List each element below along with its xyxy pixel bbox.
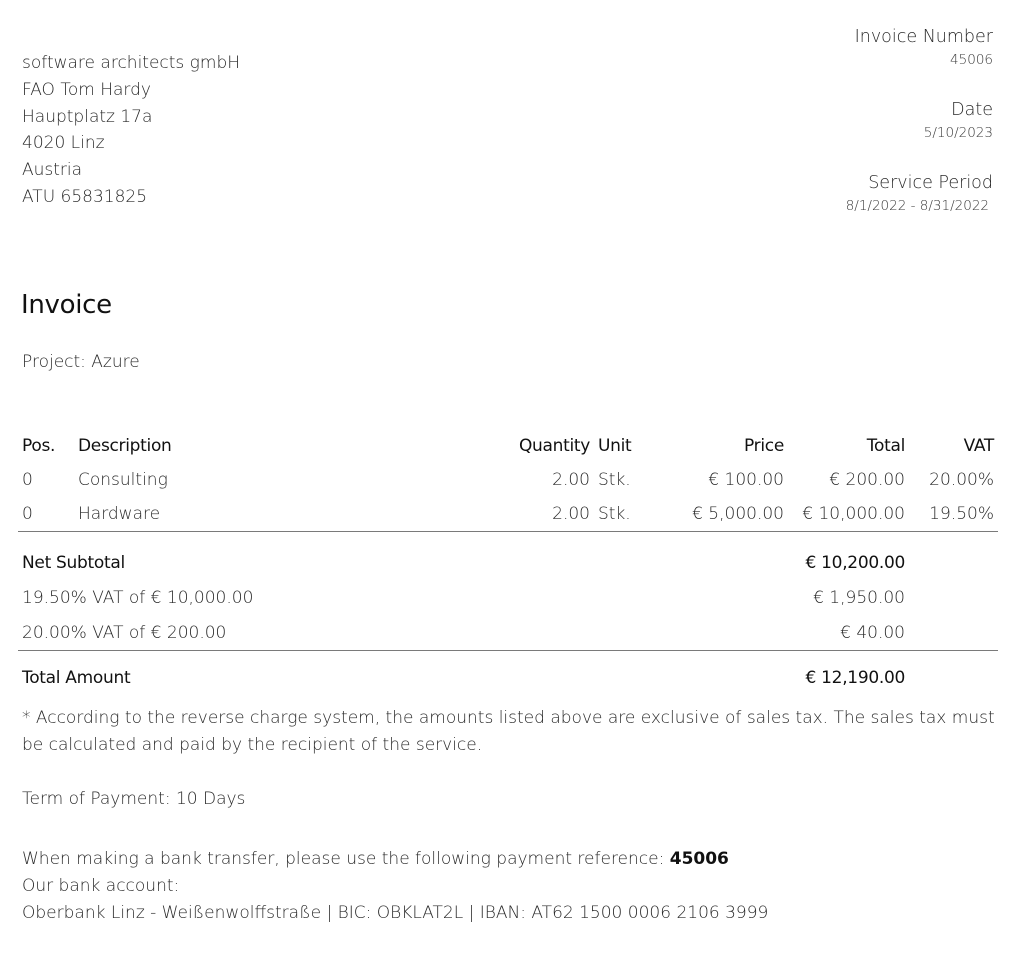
bank-account-details: Oberbank Linz - Weißenwolffstraße | BIC: OBKLAT2L | IBAN: AT62 1500 0006 2106 3999 bbox=[22, 902, 769, 923]
total-table bbox=[18, 661, 998, 695]
col-header-pos: Pos. bbox=[22, 436, 56, 456]
cell-quantity: 2.00 bbox=[552, 470, 590, 490]
total-amount-label: Total Amount bbox=[22, 668, 131, 688]
net-subtotal-label: Net Subtotal bbox=[22, 552, 125, 573]
cell-description: Hardware bbox=[74, 497, 494, 532]
cell-description: Consulting bbox=[78, 470, 168, 490]
payment-reference-line bbox=[22, 846, 768, 873]
invoice-number-label: Invoice Number bbox=[854, 27, 993, 47]
vat-label: 19.50% VAT of € 10,000.00 bbox=[22, 587, 254, 608]
cell-unit: Stk. bbox=[598, 470, 631, 490]
net-subtotal-value: € 10,200.00 bbox=[805, 552, 905, 573]
cell-unit: Stk. bbox=[594, 497, 664, 532]
table-header-row bbox=[18, 429, 998, 463]
line-items-table bbox=[18, 429, 998, 532]
cell-pos: 0 bbox=[22, 470, 33, 490]
term-of-payment: Term of Payment: 10 Days bbox=[22, 789, 246, 809]
net-subtotal-row bbox=[18, 545, 998, 580]
recipient-country: Austria bbox=[22, 160, 83, 181]
date-value: 5/10/2023 bbox=[923, 125, 993, 141]
invoice-number-value: 45006 bbox=[950, 52, 993, 68]
cell-total: € 10,000.00 bbox=[788, 497, 909, 532]
table-row bbox=[18, 497, 998, 532]
subtotal-table bbox=[18, 545, 998, 651]
vat-amount: € 1,950.00 bbox=[813, 587, 905, 608]
cell-price: € 100.00 bbox=[708, 470, 784, 490]
project-line: Project: Azure bbox=[22, 352, 140, 372]
vat-row bbox=[18, 615, 998, 651]
recipient-address bbox=[22, 50, 240, 211]
bank-account-label: Our bank account: bbox=[22, 875, 180, 896]
cell-total: € 200.00 bbox=[829, 470, 905, 490]
vat-amount: € 40.00 bbox=[788, 615, 909, 651]
total-amount-row bbox=[18, 661, 998, 695]
payment-reference-number: 45006 bbox=[669, 849, 729, 869]
recipient-vat-id: ATU 65831825 bbox=[22, 186, 148, 207]
recipient-company: software architects gmbH bbox=[22, 53, 241, 73]
cell-vat: 19.50% bbox=[909, 497, 998, 532]
total-amount-value: € 12,190.00 bbox=[805, 668, 905, 688]
service-period-value: 8/1/2022 - 8/31/2022 bbox=[845, 198, 989, 214]
payment-reference-text: When making a bank transfer, please use the following payment reference: bbox=[22, 849, 670, 869]
cell-pos: 0 bbox=[18, 497, 74, 532]
col-header-description: Description bbox=[78, 436, 172, 456]
col-header-quantity: Quantity bbox=[518, 436, 590, 456]
page-title: Invoice bbox=[21, 290, 112, 320]
recipient-attention: FAO Tom Hardy bbox=[22, 79, 151, 100]
reverse-charge-note: * According to the reverse charge system, the amounts listed above are exclusive of sales tax. The sales tax must be calculated and paid by the recipient of the service. bbox=[22, 708, 995, 755]
vat-row bbox=[18, 580, 998, 615]
col-header-price: Price bbox=[744, 436, 784, 456]
bank-details bbox=[22, 846, 768, 926]
cell-price: € 5,000.00 bbox=[664, 497, 788, 532]
service-period-label: Service Period bbox=[868, 173, 993, 193]
col-header-vat: VAT bbox=[963, 436, 994, 456]
invoice-meta bbox=[693, 24, 993, 216]
col-header-total: Total bbox=[866, 436, 905, 456]
table-row bbox=[18, 463, 998, 497]
date-label: Date bbox=[951, 100, 993, 120]
recipient-street: Hauptplatz 17a bbox=[22, 106, 153, 127]
cell-quantity: 2.00 bbox=[494, 497, 594, 532]
vat-label: 20.00% VAT of € 200.00 bbox=[18, 615, 788, 651]
cell-vat: 20.00% bbox=[929, 470, 994, 490]
recipient-city: 4020 Linz bbox=[22, 133, 105, 154]
col-header-unit: Unit bbox=[598, 436, 632, 456]
